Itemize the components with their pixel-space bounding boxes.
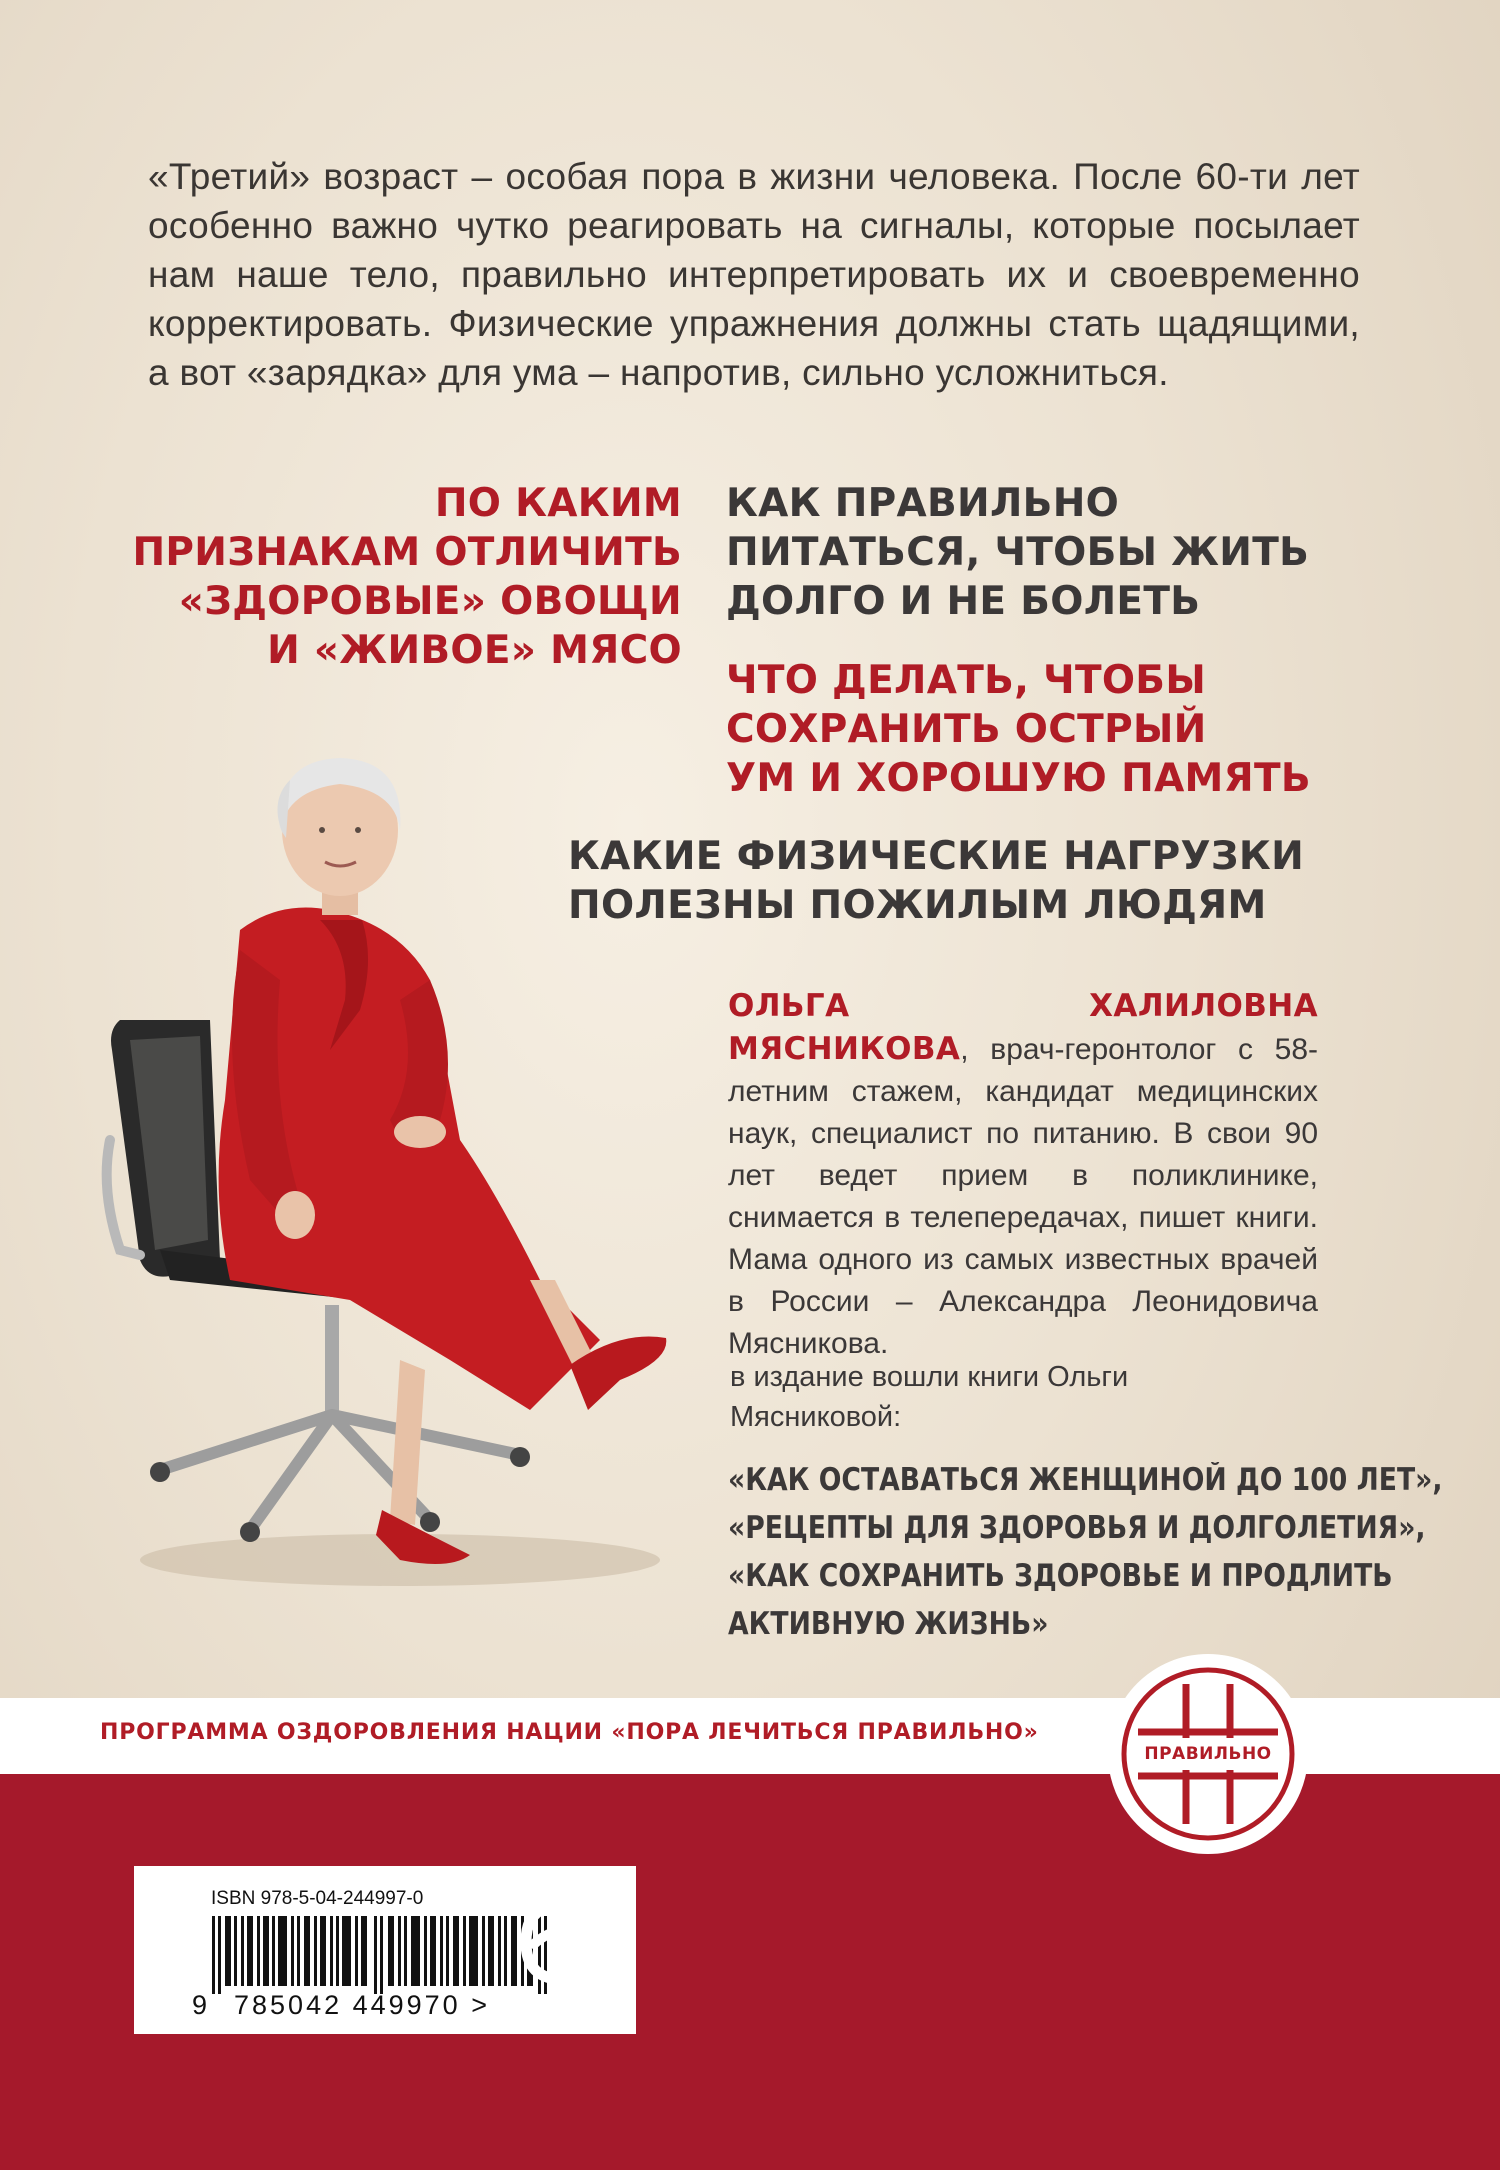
author-bio	[728, 985, 1318, 1365]
headline-line: КАКИЕ ФИЗИЧЕСКИЕ НАГРУЗКИ	[568, 834, 1305, 879]
barcode-bars	[212, 1916, 572, 1994]
headline-line: «ЗДОРОВЫЕ» ОВОЩИ	[178, 579, 682, 624]
author-photo	[100, 720, 720, 1620]
headline-line: ПОЛЕЗНЫ ПОЖИЛЫМ ЛЮДЯМ	[568, 883, 1267, 928]
headline-line: ПИТАТЬСЯ, ЧТОБЫ ЖИТЬ	[726, 530, 1310, 575]
book-title: АКТИВНУЮ ЖИЗНЬ»	[728, 1606, 1049, 1642]
eksmo-logo-icon	[520, 1898, 586, 1988]
headline-line: СОХРАНИТЬ ОСТРЫЙ	[726, 707, 1207, 752]
program-banner-text: ПРОГРАММА ОЗДОРОВЛЕНИЯ НАЦИИ «ПОРА ЛЕЧИТЬСЯ ПРАВИЛЬНО»	[100, 1720, 1039, 1745]
headline-line: ЧТО ДЕЛАТЬ, ЧТОБЫ	[726, 658, 1207, 703]
book-title: «КАК ОСТАВАТЬСЯ ЖЕНЩИНОЙ ДО 100 ЛЕТ»,	[728, 1462, 1443, 1498]
book-title: «РЕЦЕПТЫ ДЛЯ ЗДОРОВЬЯ И ДОЛГОЛЕТИЯ»,	[728, 1510, 1426, 1546]
included-books-list	[728, 1456, 1443, 1648]
headline-line: ПО КАКИМ	[434, 481, 682, 526]
ean-digits: 785042 449970 >	[234, 1990, 490, 2020]
pravilno-cross-badge-icon	[1108, 1654, 1308, 1854]
headline-nutrition	[726, 479, 1426, 626]
author-bio-text: , врач-геронтолог с 58-летним стажем, кандидат медицинских наук, специалист по питанию. В свои 90 лет ведет прием в поликлинике, снимается в телепередачах, пишет книги. Мама одного из самых известных врачей в России – Александра Леонидовича Мясникова.	[728, 1033, 1318, 1360]
ean-first-digit: 9	[192, 1990, 208, 2020]
headline-vegetables-meat	[122, 479, 682, 675]
headline-line: ПРИЗНАКАМ ОТЛИЧИТЬ	[132, 530, 682, 575]
headline-memory	[726, 656, 1426, 803]
intro-paragraph: «Третий» возраст – особая пора в жизни человека. После 60-ти лет особенно важно чутко реагировать на сигналы, которые посылает нам наше тело, правильно интерпретировать их и своевременно корректировать. Физические упражнения должны стать щадящими, а вот «зарядка» для ума – напротив, сильно усложниться.	[148, 156, 1360, 393]
headline-line: И «ЖИВОЕ» МЯСО	[267, 628, 682, 673]
included-books-intro: в издание вошли книги Ольги Мясниковой:	[730, 1361, 1129, 1433]
book-title: «КАК СОХРАНИТЬ ЗДОРОВЬЕ И ПРОДЛИТЬ	[728, 1558, 1393, 1594]
badge-label: ПРАВИЛЬНО	[1144, 1744, 1272, 1764]
isbn-text: ISBN 978-5-04-244997-0	[211, 1888, 424, 1909]
headline-line: ДОЛГО И НЕ БОЛЕТЬ	[726, 579, 1201, 624]
headline-line: КАК ПРАВИЛЬНО	[726, 481, 1120, 526]
author-name: ОЛЬГА ХАЛИЛОВНА МЯСНИКОВА	[728, 988, 1318, 1067]
headline-line: УМ И ХОРОШУЮ ПАМЯТЬ	[726, 756, 1311, 801]
